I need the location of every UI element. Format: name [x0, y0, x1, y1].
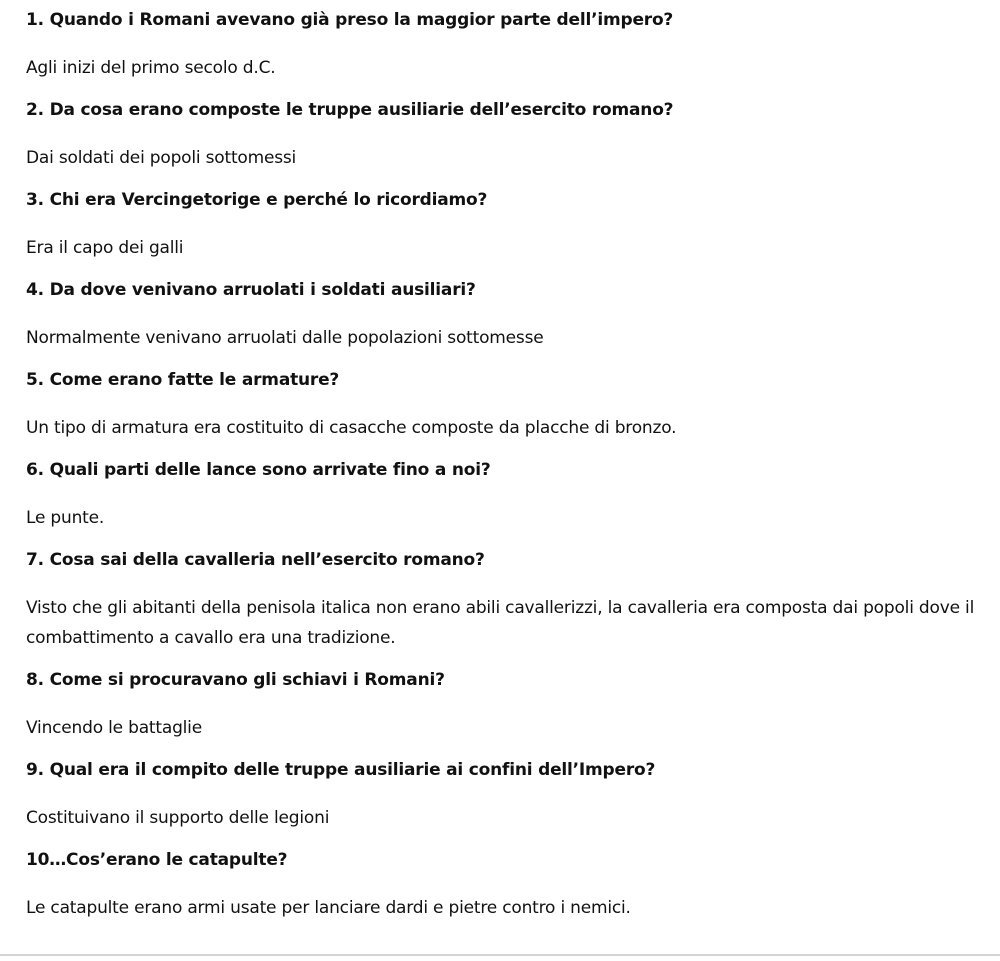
question-1: 1. Quando i Romani avevano già preso la maggior parte dell’impero? [26, 10, 674, 30]
answer-6: Le punte. [26, 508, 105, 528]
answer-2: Dai soldati dei popoli sottomessi [26, 148, 297, 168]
qa-item-3 [26, 188, 994, 263]
question-3: 3. Chi era Vercingetorige e perché lo ricordiamo? [26, 190, 488, 210]
answer-8: Vincendo le battaglie [26, 718, 202, 738]
answer-7: Visto che gli abitanti della penisola italica non erano abili cavallerizzi, la cavalleria era composta dai popoli dove il combattimento a cavallo era una tradizione. [26, 598, 975, 648]
qa-item-8 [26, 668, 994, 743]
question-4: 4. Da dove venivano arruolati i soldati ausiliari? [26, 280, 476, 300]
question-6: 6. Quali parti delle lance sono arrivate fino a noi? [26, 460, 491, 480]
answer-4: Normalmente venivano arruolati dalle popolazioni sottomesse [26, 328, 544, 348]
qa-item-6 [26, 458, 994, 533]
question-7: 7. Cosa sai della cavalleria nell’esercito romano? [26, 550, 485, 570]
answer-10: Le catapulte erano armi usate per lanciare dardi e pietre contro i nemici. [26, 898, 631, 918]
qa-item-1 [26, 8, 994, 83]
answer-3: Era il capo dei galli [26, 238, 184, 258]
question-9: 9. Qual era il compito delle truppe ausiliarie ai confini dell’Impero? [26, 760, 656, 780]
answer-5: Un tipo di armatura era costituito di casacche composte da placche di bronzo. [26, 418, 677, 438]
question-5: 5. Come erano fatte le armature? [26, 370, 340, 390]
answer-9: Costituivano il supporto delle legioni [26, 808, 330, 828]
qa-item-2 [26, 98, 994, 173]
question-8: 8. Come si procuravano gli schiavi i Romani? [26, 670, 445, 690]
qa-item-10 [26, 848, 994, 923]
qa-list [26, 8, 994, 938]
qa-item-5 [26, 368, 994, 443]
answer-1: Agli inizi del primo secolo d.C. [26, 58, 276, 78]
question-2: 2. Da cosa erano composte le truppe ausiliarie dell’esercito romano? [26, 100, 674, 120]
question-10: 10…Cos’erano le catapulte? [26, 850, 288, 870]
qa-item-7 [26, 548, 994, 653]
qa-item-4 [26, 278, 994, 353]
qa-item-9 [26, 758, 994, 833]
